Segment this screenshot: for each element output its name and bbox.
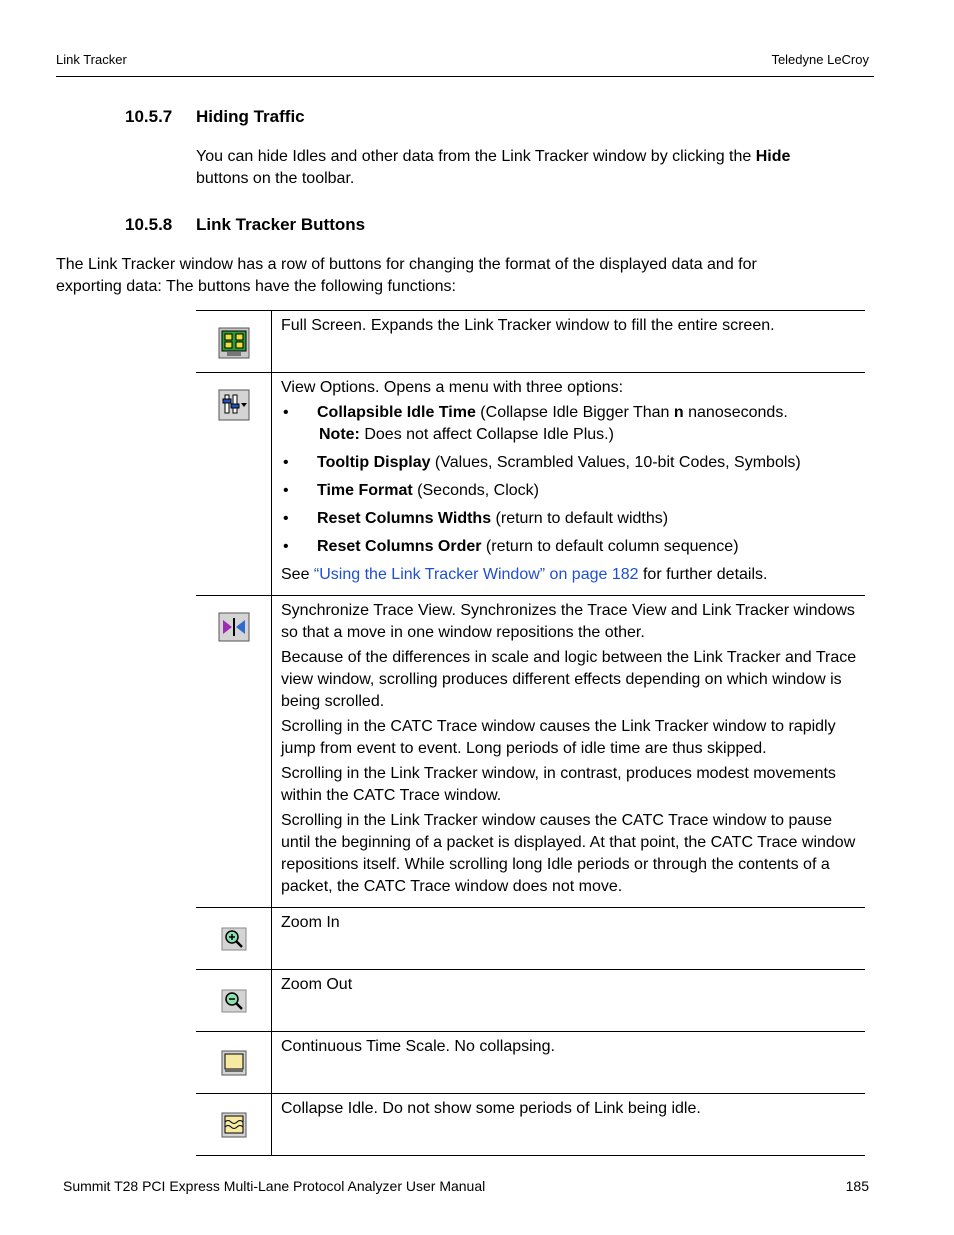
sync-paragraph: Scrolling in the CATC Trace window causes the Link Tracker window to rapidly jump from event to event. Long periods of idle time are thus skipped. (281, 718, 836, 757)
section-title: Link Tracker Buttons (196, 215, 366, 234)
full-screen-description: Full Screen. Expands the Link Tracker window to fill the entire screen. (281, 317, 775, 334)
full-screen-icon (218, 327, 250, 359)
sync-paragraph: Scrolling in the Link Tracker window causes the CATC Trace window to pause until the beginning of a packet is displayed. At that point, the CATC Trace window repositions itself. While scrolling long Idle periods or through the contents of a packet, the CATC Trace window does not move. (281, 812, 856, 895)
list-item: • Reset Columns Order (return to default column sequence) (283, 538, 739, 555)
view-options-icon (218, 389, 250, 421)
table-row (196, 970, 865, 1032)
table-row (196, 373, 865, 596)
section-heading-buttons (125, 215, 365, 235)
sync-paragraph: Scrolling in the Link Tracker window, in contrast, produces modest movements within the CATC Trace window. (281, 765, 836, 804)
list-item: • Time Format (Seconds, Clock) (283, 482, 539, 499)
footer-title: Summit T28 PCI Express Multi-Lane Protocol Analyzer User Manual (63, 1178, 486, 1194)
table-row (196, 1032, 865, 1094)
buttons-table (196, 310, 865, 1156)
section-title: Hiding Traffic (196, 107, 305, 126)
list-item: • Collapsible Idle Time (Collapse Idle Bigger Than n nanoseconds. Note: Does not affect Collapse Idle Plus.) (281, 402, 865, 446)
view-options-list (281, 402, 865, 558)
list-item: • Tooltip Display (Values, Scrambled Values, 10-bit Codes, Symbols) (283, 454, 801, 471)
zoom-in-icon (221, 927, 247, 951)
synchronize-icon (218, 612, 250, 642)
collapse-idle-icon (221, 1112, 247, 1138)
page-number: 185 (845, 1178, 869, 1194)
sync-paragraph: Because of the differences in scale and logic between the Link Tracker and Trace view window, scrolling produces different effects depending on which window is being scrolled. (281, 649, 857, 710)
table-row (196, 908, 865, 970)
collapse-idle-description: Collapse Idle. Do not show some periods of Link being idle. (281, 1100, 701, 1117)
sync-description: Synchronize Trace View. Synchronizes the Trace View and Link Tracker windows so that a move in one window repositions the other. (281, 602, 855, 641)
section-number: 10.5.7 (125, 107, 173, 126)
zoom-in-description: Zoom In (281, 914, 340, 931)
zoom-out-description: Zoom Out (281, 976, 353, 993)
running-header-right: Teledyne LeCroy (771, 52, 869, 67)
note: Note: Does not affect Collapse Idle Plus.) (319, 426, 614, 443)
header-rule (56, 76, 874, 77)
cross-reference-link[interactable]: “Using the Link Tracker Window” on page 182 (313, 566, 639, 583)
table-row (196, 1094, 865, 1156)
running-header-left: Link Tracker (56, 52, 127, 67)
table-row (196, 311, 865, 373)
hiding-traffic-paragraph: You can hide Idles and other data from the Link Tracker window by clicking the Hide buttons on the toolbar. (196, 148, 791, 187)
view-options-description: View Options. Opens a menu with three options: (281, 379, 624, 396)
list-item: • Reset Columns Widths (return to default widths) (283, 510, 669, 527)
table-row (196, 596, 865, 908)
section-heading-hiding-traffic (125, 107, 305, 127)
zoom-out-icon (221, 989, 247, 1013)
section-number: 10.5.8 (125, 215, 173, 234)
continuous-time-scale-description: Continuous Time Scale. No collapsing. (281, 1038, 555, 1055)
buttons-intro-paragraph: The Link Tracker window has a row of buttons for changing the format of the displayed data and for exporting data: The buttons have the following functions: (56, 256, 757, 295)
continuous-time-scale-icon (221, 1050, 247, 1076)
see-also: See “Using the Link Tracker Window” on page 182 for further details. (281, 566, 768, 583)
